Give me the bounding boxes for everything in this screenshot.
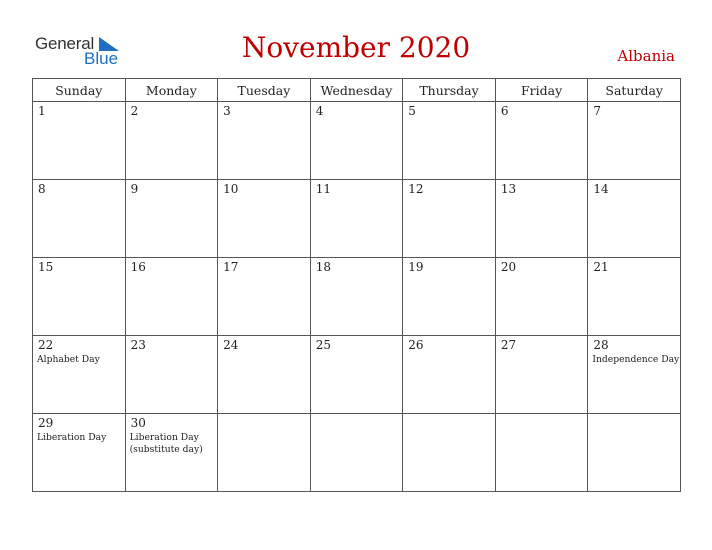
weekday-header: Saturday — [588, 79, 681, 102]
calendar-day-cell — [33, 102, 126, 180]
day-number: 26 — [408, 338, 424, 352]
calendar-week-row — [33, 258, 681, 336]
day-number: 18 — [315, 260, 331, 274]
calendar-day-cell — [125, 102, 218, 180]
calendar-day-cell — [495, 336, 588, 414]
calendar-week-row — [33, 102, 681, 180]
calendar-day-cell — [218, 258, 311, 336]
day-number: 17 — [223, 260, 239, 274]
day-number: 30 — [130, 416, 146, 430]
day-number: 6 — [500, 104, 509, 118]
calendar-day-cell — [33, 258, 126, 336]
weekday-header: Sunday — [33, 79, 126, 102]
day-number: 15 — [38, 260, 54, 274]
calendar-day-cell — [403, 414, 496, 492]
calendar-day-cell — [495, 180, 588, 258]
day-number: 19 — [408, 260, 424, 274]
weekday-header: Thursday — [403, 79, 496, 102]
day-number: 24 — [223, 338, 239, 352]
calendar-day-cell — [403, 102, 496, 180]
day-number: 2 — [130, 104, 139, 118]
calendar-day-cell — [310, 102, 403, 180]
day-number: 13 — [500, 182, 517, 196]
day-number: 22 — [38, 338, 54, 352]
logo-word-general: General — [35, 34, 95, 53]
calendar-day-cell — [495, 414, 588, 492]
calendar-week-row — [33, 336, 681, 414]
holiday-label: Liberation Day (substitute day) — [129, 432, 203, 455]
day-number: 21 — [593, 260, 609, 274]
calendar-day-cell — [310, 180, 403, 258]
calendar-week-row — [33, 180, 681, 258]
day-number: 12 — [408, 182, 424, 196]
day-number: 9 — [130, 182, 139, 196]
calendar-day-cell — [125, 258, 218, 336]
day-number: 11 — [315, 182, 331, 196]
day-number: 16 — [130, 260, 146, 274]
calendar-day-cell — [588, 180, 681, 258]
calendar-grid — [32, 78, 681, 492]
calendar-day-cell — [125, 414, 218, 492]
weekday-header-row — [33, 79, 681, 102]
weekday-header: Monday — [125, 79, 218, 102]
calendar-day-cell — [218, 414, 311, 492]
day-number: 29 — [38, 416, 54, 430]
day-number: 4 — [315, 104, 324, 118]
day-number: 28 — [593, 338, 609, 352]
calendar-day-cell — [588, 258, 681, 336]
country-label: Albania — [617, 47, 675, 65]
holiday-label: Independence Day — [592, 354, 680, 365]
calendar-day-cell — [33, 414, 126, 492]
holiday-label: Liberation Day — [37, 432, 107, 443]
calendar-day-cell — [33, 180, 126, 258]
calendar-day-cell — [495, 258, 588, 336]
calendar-day-cell — [588, 414, 681, 492]
calendar-day-cell — [218, 102, 311, 180]
day-number: 25 — [315, 338, 331, 352]
calendar-day-cell — [310, 336, 403, 414]
day-number: 10 — [223, 182, 239, 196]
calendar-day-cell — [403, 258, 496, 336]
weekday-header: Friday — [495, 79, 588, 102]
day-number: 3 — [223, 104, 231, 118]
calendar-day-cell — [588, 336, 681, 414]
day-number: 8 — [38, 182, 46, 196]
day-number: 14 — [593, 182, 609, 196]
calendar-day-cell — [218, 180, 311, 258]
logo-word-blue: Blue — [84, 49, 119, 68]
weekday-header: Wednesday — [310, 79, 403, 102]
calendar-day-cell — [218, 336, 311, 414]
calendar-day-cell — [310, 258, 403, 336]
holiday-label: Alphabet Day — [37, 354, 100, 365]
weekday-header: Tuesday — [218, 79, 311, 102]
calendar-day-cell — [310, 414, 403, 492]
calendar-day-cell — [125, 180, 218, 258]
calendar-day-cell — [403, 180, 496, 258]
page-title: November 2020 — [241, 31, 471, 64]
day-number: 1 — [38, 104, 46, 118]
calendar-day-cell — [403, 336, 496, 414]
calendar-day-cell — [495, 102, 588, 180]
day-number: 27 — [500, 338, 517, 352]
calendar-week-row — [33, 414, 681, 492]
calendar-day-cell — [125, 336, 218, 414]
day-number: 5 — [408, 104, 416, 118]
calendar-day-cell — [588, 102, 681, 180]
calendar-day-cell — [33, 336, 126, 414]
day-number: 20 — [500, 260, 517, 274]
day-number: 7 — [593, 104, 602, 118]
day-number: 23 — [130, 338, 146, 352]
